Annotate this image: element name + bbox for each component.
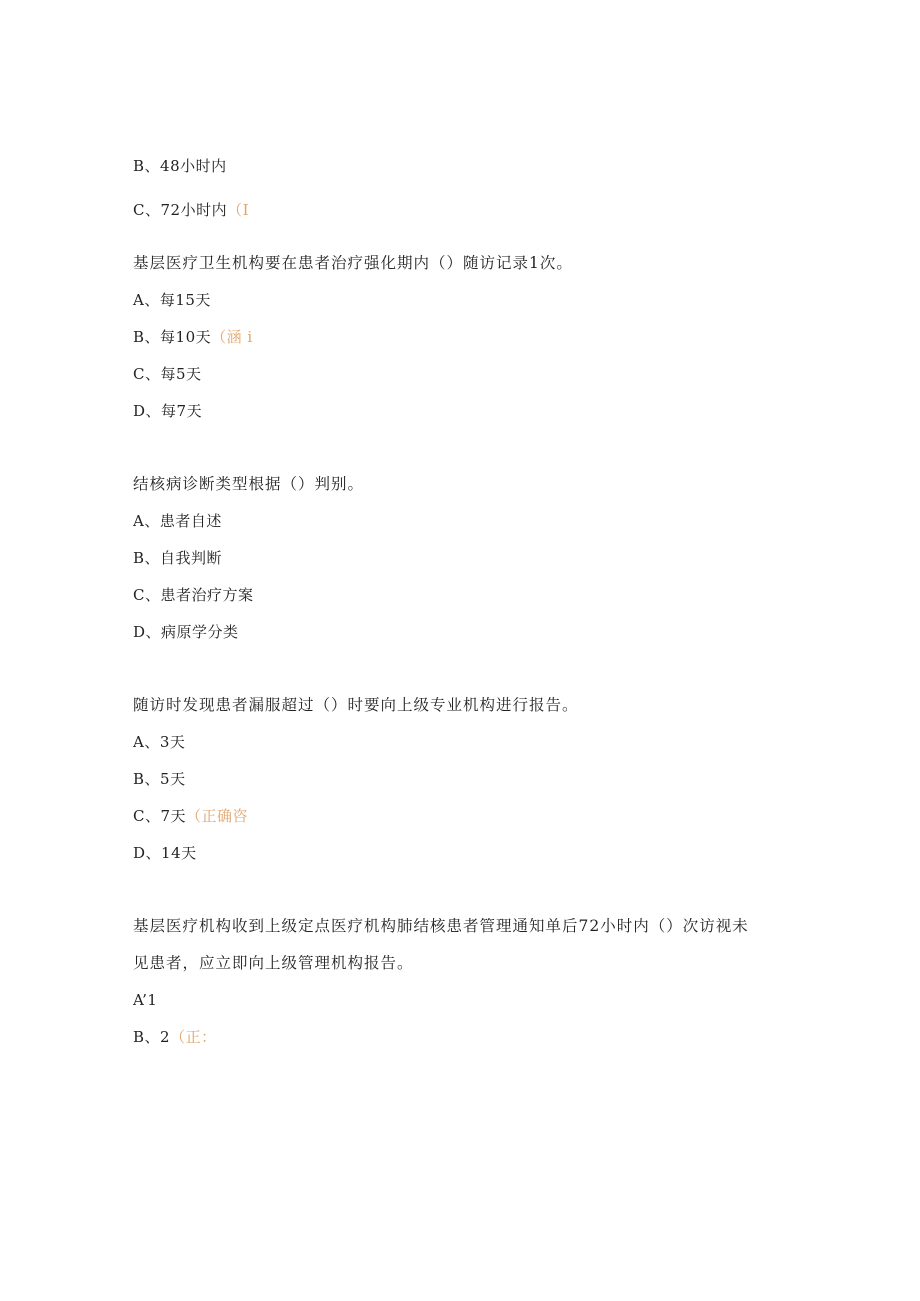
option-text: C、72小时内: [133, 201, 228, 219]
option-text: A’1: [133, 991, 158, 1009]
option-q2-a: [133, 511, 222, 531]
option-q3-a: [133, 732, 185, 752]
option-q0-b: [133, 156, 227, 176]
option-text: C、每5天: [133, 365, 202, 383]
question-1: 基层医疗卫生机构要在患者治疗强化期内（）随访记录1次。: [133, 254, 573, 272]
option-q4-b: [133, 1027, 217, 1047]
option-q1-d: [133, 401, 202, 421]
option-text: A、患者自述: [133, 512, 222, 530]
answer-mark: （正：: [170, 1028, 217, 1046]
answer-mark: （涵 i: [211, 328, 253, 346]
option-q1-c: [133, 364, 202, 384]
option-text: A、3天: [133, 733, 186, 751]
option-q0-c: [133, 200, 249, 220]
answer-mark: （正确咨: [186, 807, 249, 825]
option-q3-c: [133, 806, 248, 826]
option-text: D、病原学分类: [133, 623, 239, 641]
option-q2-d: [133, 622, 239, 642]
option-q3-d: [133, 843, 197, 863]
option-q1-b: [133, 327, 253, 347]
option-text: B、48小时内: [133, 157, 227, 175]
question-2: 结核病诊断类型根据（）判别。: [133, 475, 365, 493]
option-text: A、每15天: [133, 291, 211, 309]
question-4-line-1: 基层医疗机构收到上级定点医疗机构肺结核患者管理通知单后72小时内（）次访视未: [133, 917, 749, 935]
option-text: B、自我判断: [133, 549, 223, 567]
option-text: B、每10天: [133, 328, 212, 346]
option-q2-c: [133, 585, 253, 605]
option-q3-b: [133, 769, 186, 789]
option-text: D、每7天: [133, 402, 203, 420]
option-q4-a: [133, 990, 157, 1010]
option-q2-b: [133, 548, 222, 568]
answer-mark: （I: [227, 201, 250, 219]
option-text: B、5天: [133, 770, 186, 788]
option-q1-a: [133, 290, 211, 310]
option-text: B、2: [133, 1028, 171, 1046]
option-text: C、患者治疗方案: [133, 586, 254, 604]
option-text: C、7天: [133, 807, 187, 825]
question-4-line-2: 见患者，应立即向上级管理机构报告。: [133, 954, 414, 972]
option-text: D、14天: [133, 844, 197, 862]
question-3: 随访时发现患者漏服超过（）时要向上级专业机构进行报告。: [133, 696, 579, 714]
